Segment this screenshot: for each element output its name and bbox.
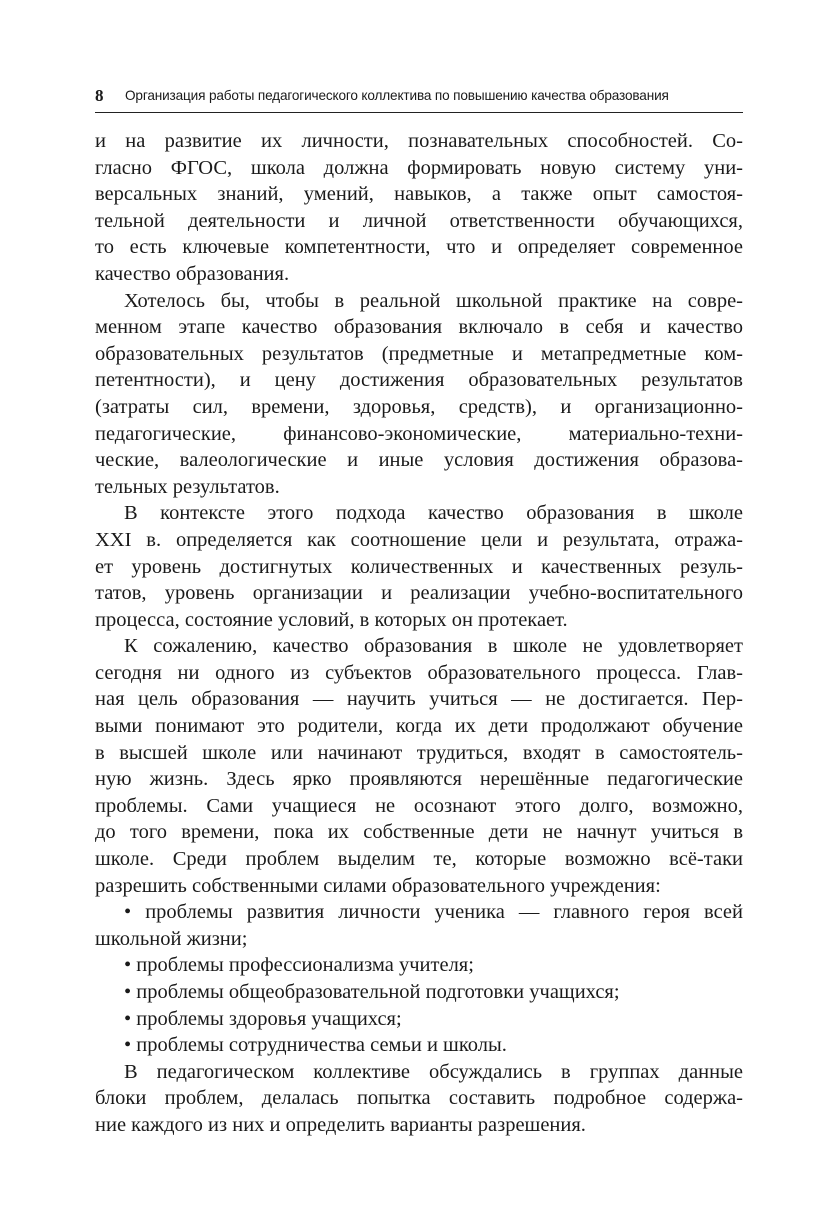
text-line: татов, уровень организации и реализации учебно-воспитательного: [95, 582, 743, 605]
text-line: ет уровень достигнутых количественных и качественных резуль-: [95, 555, 743, 578]
text-line: в высшей школе или начинают трудиться, входят в самостоятель-: [95, 741, 743, 764]
text-line: В контексте этого подхода качество образования в школе: [124, 502, 743, 525]
running-title: Организация работы педагогического коллектива по повышению качества образования: [125, 88, 669, 103]
list-item: [95, 1006, 743, 1033]
text-line: ние каждого из них и определить варианты разрешения.: [95, 1113, 586, 1136]
list-item: [95, 899, 743, 952]
text-line: • проблемы общеобразовательной подготовки учащихся;: [124, 981, 620, 1003]
text-line: школе. Среди проблем выделим те, которые возможно всё-таки: [95, 848, 743, 871]
paragraph: [95, 128, 743, 288]
text-line: качество образования.: [95, 262, 290, 285]
text-line: (затраты сил, времени, здоровья, средств), и организационно-: [95, 395, 743, 418]
paragraph: [95, 633, 743, 899]
text-line: • проблемы сотрудничества семьи и школы.: [124, 1034, 507, 1057]
text-line: тельной деятельности и личной ответственности обучающихся,: [95, 209, 743, 232]
page-number: 8: [95, 86, 104, 105]
list-item: [95, 1032, 743, 1059]
text-line: сегодня ни одного из субъектов образовательного процесса. Глав-: [95, 661, 743, 684]
bullet-list: [95, 899, 743, 1059]
text-line: педагогические, финансово-экономические, материально-техни-: [95, 422, 743, 445]
text-line: и на развитие их личности, познавательных способностей. Со-: [95, 130, 743, 152]
text-line: до того времени, пока их собственные дети не начнут учиться в: [95, 821, 743, 844]
text-line: школьной жизни;: [95, 927, 248, 950]
text-line: К сожалению, качество образования в школе не удовлетворяет: [124, 635, 743, 658]
page-body: [95, 128, 743, 1139]
text-line: ную жизнь. Здесь ярко проявляются нерешённые педагогические: [95, 768, 743, 791]
text-line: версальных знаний, умений, навыков, а также опыт самостоя-: [95, 183, 743, 206]
text-line: ческие, валеологические и иные условия достижения образова-: [95, 449, 743, 472]
list-item: [95, 979, 743, 1006]
text-line: процесса, состояние условий, в которых он протекает.: [95, 608, 568, 631]
text-line: ная цель образования — научить учиться — не достигается. Пер-: [95, 688, 743, 711]
paragraph: [95, 1059, 743, 1139]
text-line: В педагогическом коллективе обсуждались в группах данные: [124, 1060, 743, 1083]
text-line: образовательных результатов (предметные и метапредметные ком-: [95, 342, 743, 365]
paragraph: [95, 500, 743, 633]
paragraph: [95, 288, 743, 501]
text-line: тельных результатов.: [95, 475, 280, 498]
text-line: XXI в. определяется как соотношение цели и результата, отража-: [95, 528, 743, 551]
running-header: [95, 86, 743, 113]
text-line: • проблемы профессионализма учителя;: [124, 954, 474, 977]
text-line: проблемы. Сами учащиеся не осознают этого долго, возможно,: [95, 794, 743, 817]
text-line: выми понимают это родители, когда их дети продолжают обучение: [95, 715, 743, 738]
text-line: блоки проблем, делалась попытка составить подробное содержа-: [95, 1087, 743, 1110]
text-line: • проблемы здоровья учащихся;: [124, 1007, 402, 1030]
text-line: петентности), и цену достижения образовательных результатов: [95, 369, 743, 392]
list-item: [95, 952, 743, 979]
text-line: Хотелось бы, чтобы в реальной школьной практике на совре-: [124, 289, 743, 312]
text-line: • проблемы развития личности ученика — главного героя всей: [124, 901, 743, 924]
text-line: менном этапе качество образования включало в себя и качество: [95, 316, 743, 339]
text-line: то есть ключевые компетентности, что и определяет современное: [95, 236, 743, 259]
text-line: гласно ФГОС, школа должна формировать новую систему уни-: [95, 156, 743, 179]
text-line: разрешить собственными силами образовательного учреждения:: [95, 874, 661, 897]
